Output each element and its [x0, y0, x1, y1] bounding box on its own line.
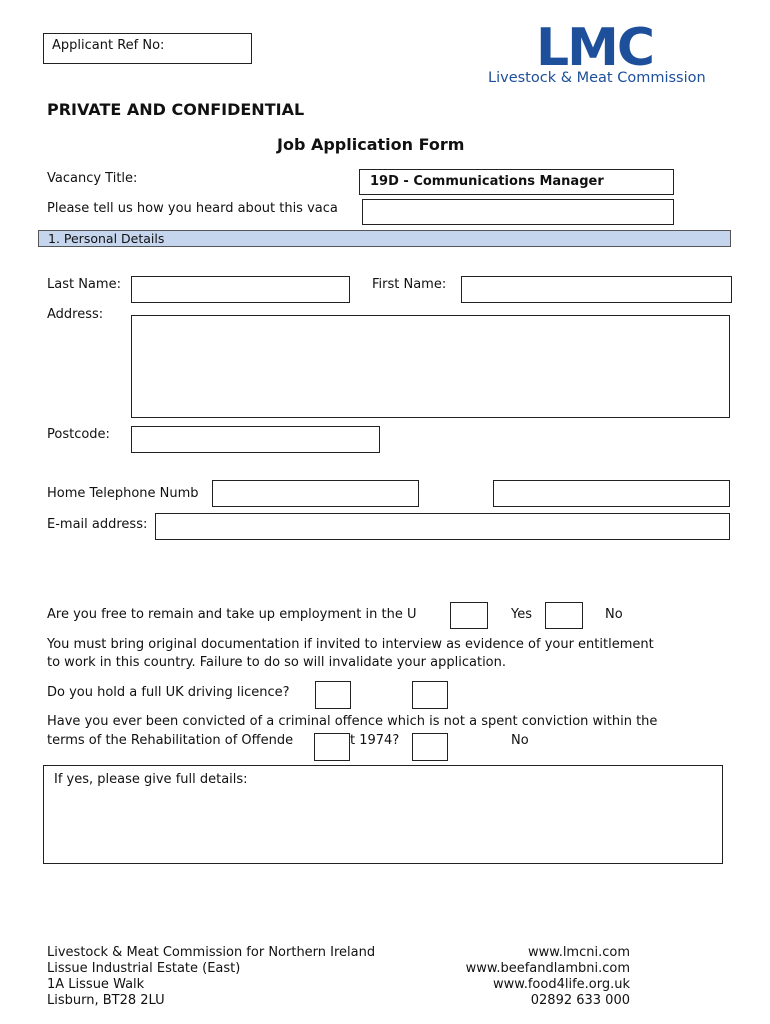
conviction-no-checkbox[interactable] — [412, 733, 448, 761]
conviction-details-textarea[interactable] — [43, 765, 723, 864]
driving-licence-no-checkbox[interactable] — [412, 681, 448, 709]
heard-about-label: Please tell us how you heard about this vaca — [47, 201, 338, 216]
footer-website-link[interactable]: www.lmcni.com — [527, 945, 630, 960]
free-to-remain-yes-label: Yes — [511, 607, 532, 622]
documentation-note-line1: You must bring original documentation if invited to interview as evidence of your entitlement — [47, 637, 654, 652]
postcode-input[interactable] — [131, 426, 380, 453]
last-name-label: Last Name: — [47, 277, 121, 292]
conviction-question-line2a: terms of the Rehabilitation of Offende — [47, 733, 294, 748]
first-name-input[interactable] — [461, 276, 732, 303]
conviction-no-label: No — [511, 733, 529, 748]
first-name-label: First Name: — [372, 277, 447, 292]
confidential-heading: PRIVATE AND CONFIDENTIAL — [47, 100, 305, 119]
home-telephone-label: Home Telephone Numb — [47, 486, 199, 501]
last-name-input[interactable] — [131, 276, 350, 303]
vacancy-title-value: 19D - Communications Manager — [370, 174, 604, 189]
vacancy-title-field[interactable] — [359, 169, 674, 195]
free-to-remain-no-label: No — [605, 607, 623, 622]
lmc-logo — [488, 18, 728, 90]
free-to-remain-yes-checkbox[interactable] — [450, 602, 488, 629]
conviction-details-label: If yes, please give full details: — [54, 772, 248, 787]
address-label: Address: — [47, 307, 104, 322]
footer-phone: 02892 633 000 — [530, 993, 630, 1008]
page-title: Job Application Form — [277, 135, 465, 154]
footer-address-line: Livestock & Meat Commission for Northern Ireland — [47, 945, 376, 960]
section-personal-details-heading: 1. Personal Details — [48, 231, 165, 246]
conviction-yes-checkbox[interactable] — [314, 733, 350, 761]
vacancy-title-label: Vacancy Title: — [47, 171, 138, 186]
documentation-note-line2: to work in this country. Failure to do so will invalidate your application. — [47, 655, 507, 670]
free-to-remain-no-checkbox[interactable] — [545, 602, 583, 629]
driving-licence-yes-checkbox[interactable] — [315, 681, 351, 709]
other-telephone-input[interactable] — [493, 480, 730, 507]
footer-contacts — [466, 945, 630, 1009]
conviction-question-line2b: t 1974? — [350, 733, 400, 748]
heard-about-field[interactable] — [362, 199, 674, 225]
conviction-question-line1: Have you ever been convicted of a criminal offence which is not a spent conviction within the — [47, 714, 658, 729]
footer-website-link[interactable]: www.beefandlambni.com — [465, 961, 630, 976]
address-textarea[interactable] — [131, 315, 730, 418]
footer-address-line: Lisburn, BT28 2LU — [47, 993, 165, 1008]
footer-address — [47, 945, 375, 1009]
logo-letters: LMC — [536, 18, 654, 78]
email-input[interactable] — [155, 513, 730, 540]
footer-address-line: Lissue Industrial Estate (East) — [47, 961, 241, 976]
section-personal-details-bar — [38, 230, 731, 247]
free-to-remain-question: Are you free to remain and take up employment in the U — [47, 607, 417, 622]
driving-licence-question: Do you hold a full UK driving licence? — [47, 685, 290, 700]
footer-address-line: 1A Lissue Walk — [47, 977, 145, 992]
email-label: E-mail address: — [47, 517, 148, 532]
applicant-ref-label: Applicant Ref No: — [52, 38, 165, 53]
postcode-label: Postcode: — [47, 427, 110, 442]
home-telephone-input[interactable] — [212, 480, 419, 507]
logo-subtitle: Livestock & Meat Commission — [488, 70, 706, 86]
applicant-ref-box[interactable] — [43, 33, 252, 64]
footer-website-link[interactable]: www.food4life.org.uk — [493, 977, 630, 992]
